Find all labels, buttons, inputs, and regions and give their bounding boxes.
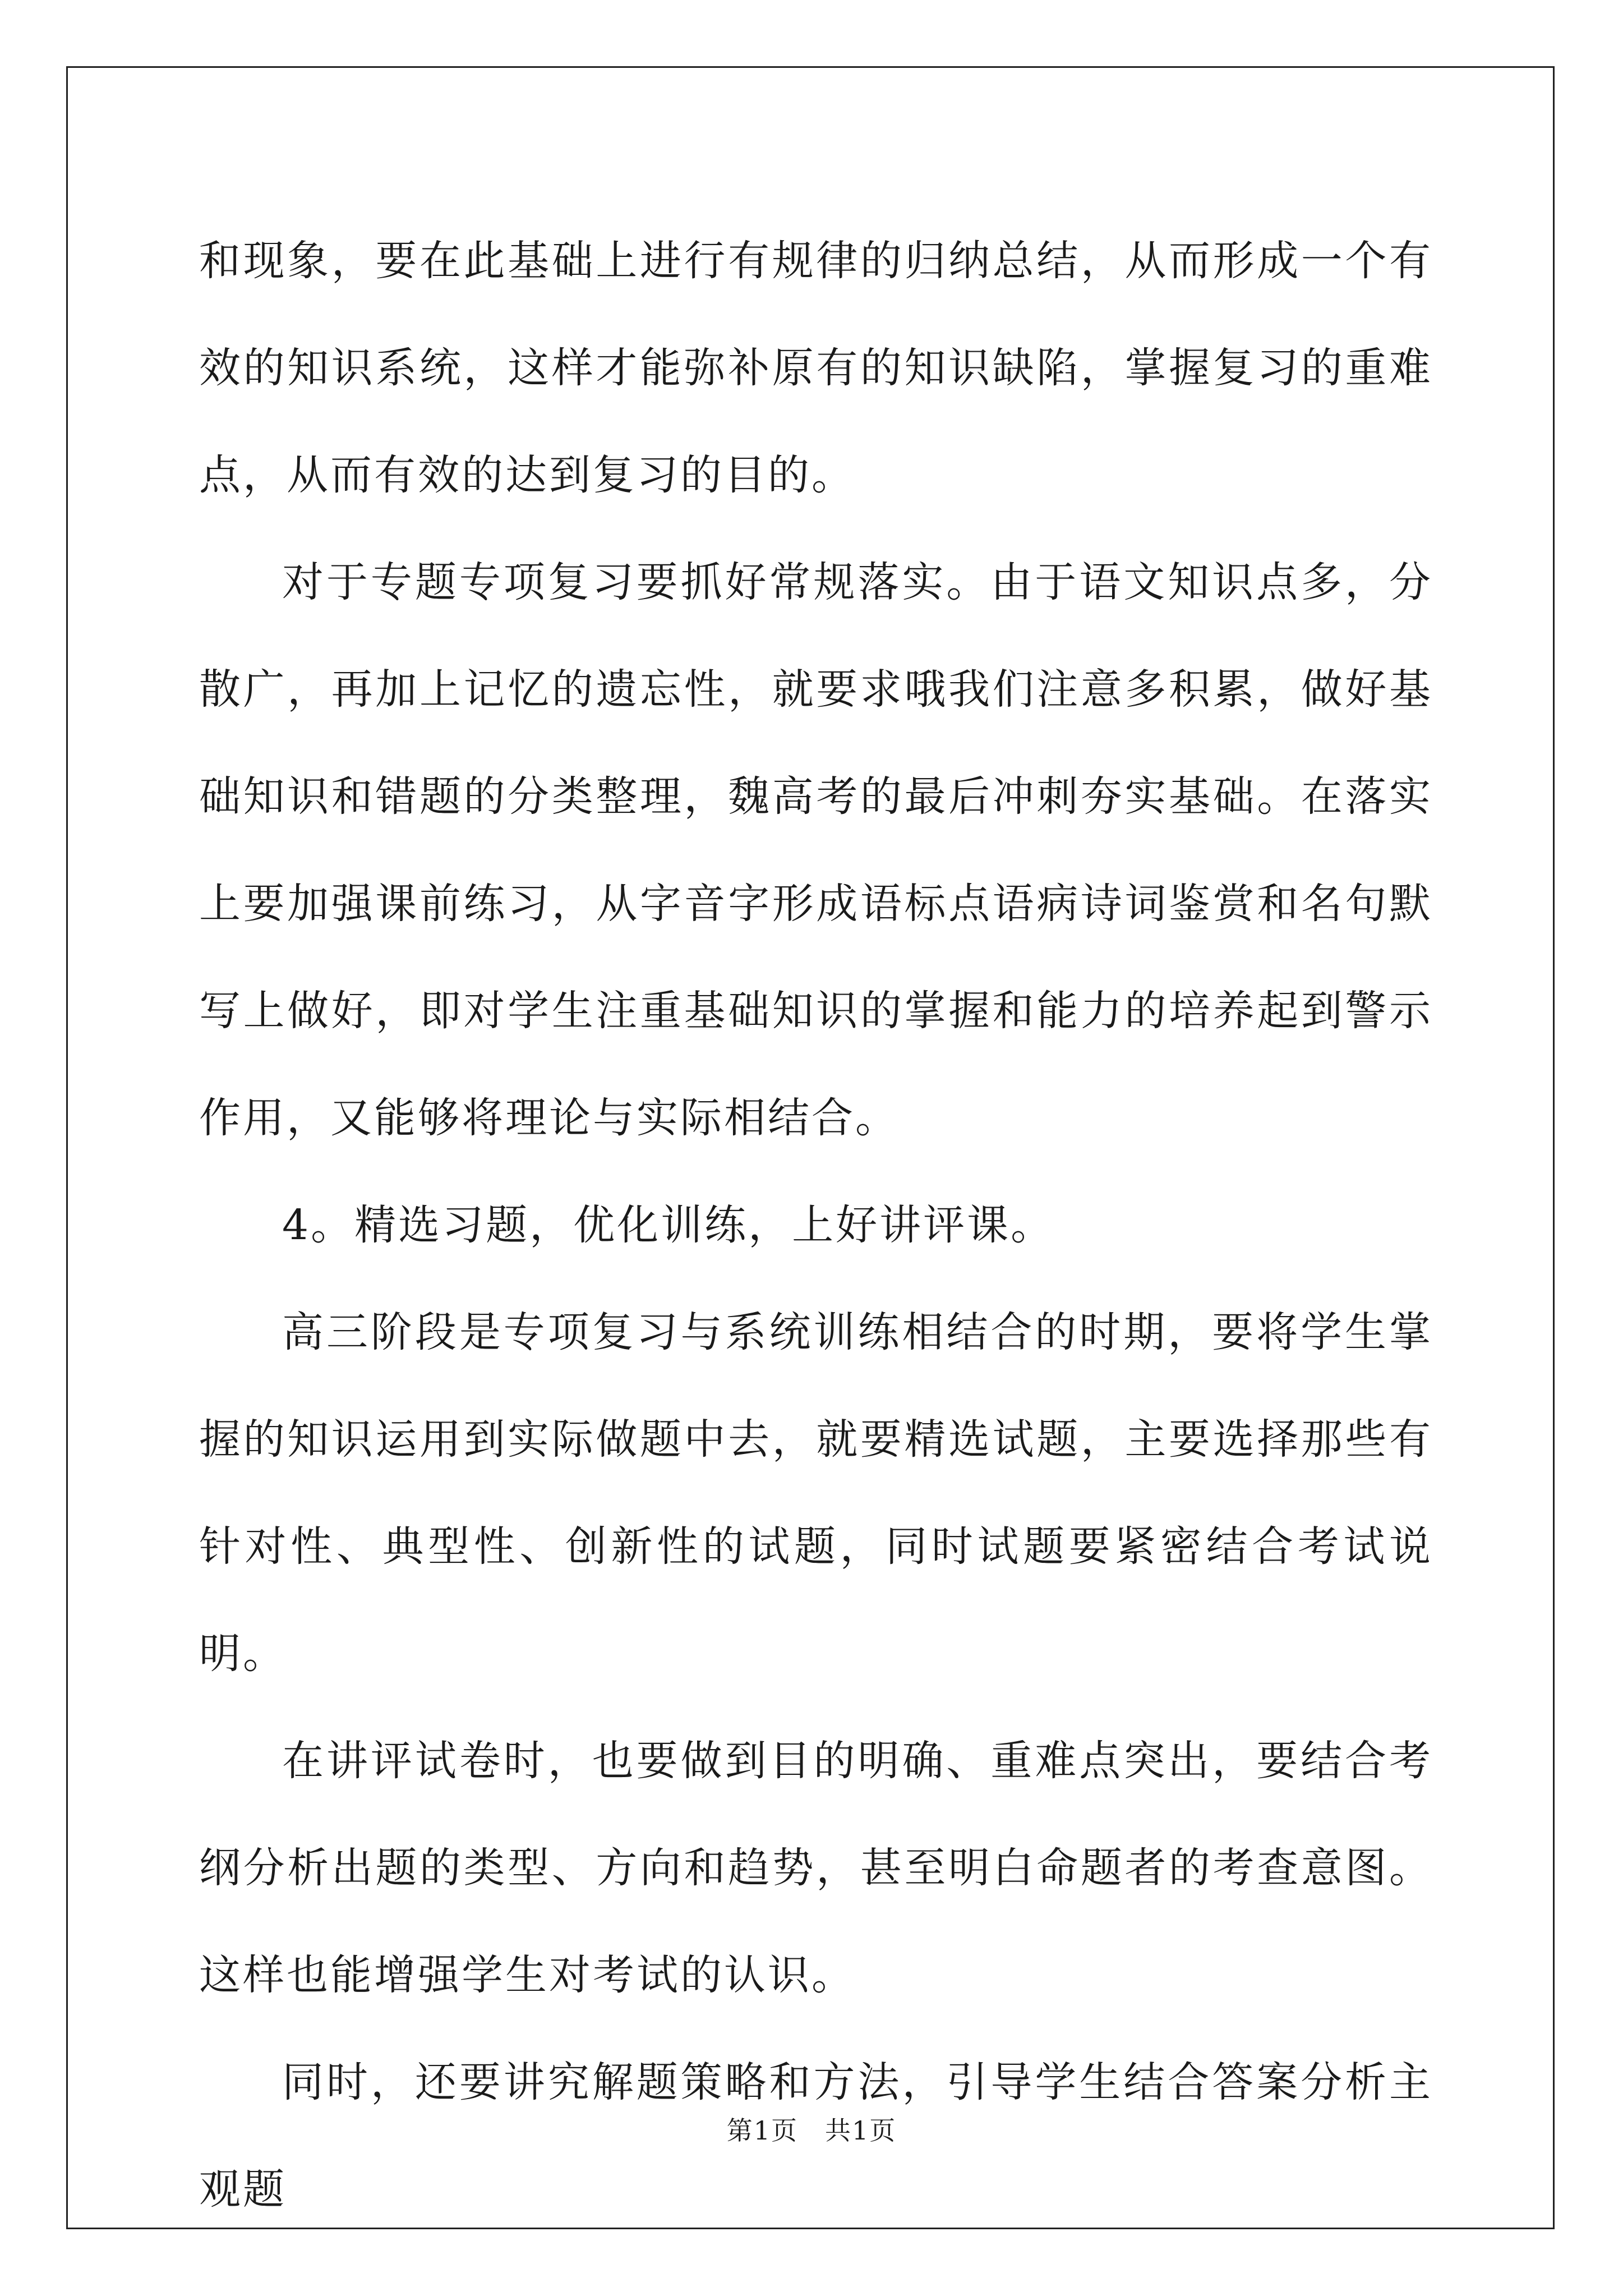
paragraph: 对于专题专项复习要抓好常规落实。由于语文知识点多，分散广，再加上记忆的遗忘性，就要求哦我们注意多积累，做好基础知识和错题的分类整理，魏高考的最后冲刺夯实基础。在落实上要加强课前练习，从字音字形成语标点语病诗词鉴赏和名句默写上做好，即对学生注重基础知识的掌握和能力的培养起到警示作用，又能够将理论与实际相结合。 — [199, 558, 1433, 1142]
paragraph: 同时，还要讲究解题策略和方法，引导学生结合答案分析主观题 — [199, 2058, 1433, 2214]
paragraph: 高三阶段是专项复习与系统训练相结合的时期，要将学生掌握的知识运用到实际做题中去，就要精选试题，主要选择那些有针对性、典型性、创新性的试题，同时试题要紧密结合考试说明。 — [199, 1308, 1433, 1678]
page-footer: 第1页 共1页 — [726, 2115, 897, 2146]
paragraph: 在讲评试卷时，也要做到目的明确、重难点突出，要结合考纲分析出题的类型、方向和趋势，甚至明白命题者的考查意图。这样也能增强学生对考试的认识。 — [199, 1737, 1433, 1999]
paragraph: 4。精选习题，优化训练，上好讲评课。 — [282, 1201, 1055, 1249]
paragraph: 和现象，要在此基础上进行有规律的归纳总结，从而形成一个有效的知识系统，这样才能弥补原有的知识缺陷，掌握复习的重难点，从而有效的达到复习的目的。 — [199, 237, 1433, 499]
document-body — [199, 208, 1433, 2243]
